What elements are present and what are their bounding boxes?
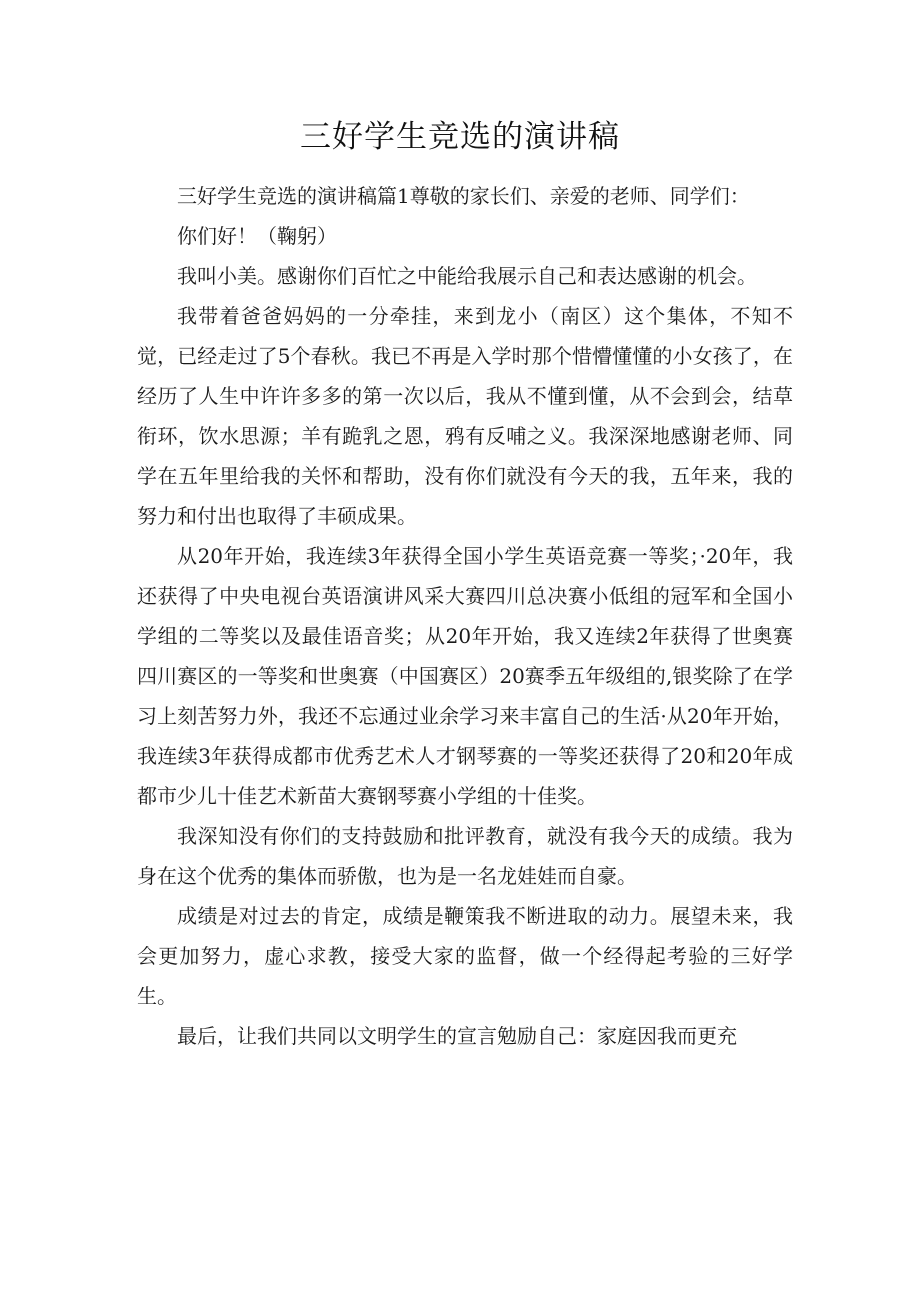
paragraph-closing: 最后，让我们共同以文明学生的宣言勉励自己：家庭因我而更充 — [177, 1024, 737, 1048]
paragraph-achievements: 从20年开始，我连续3年获得全国小学生英语竞赛一等奖；·20年，我还获得了中央电视台英语演讲风采大赛四川总决赛小低组的冠军和全国小学组的二等奖以及最佳语音奖；从20年开始，我又连续2年获得了世奥赛四川赛区的一等奖和世奥赛（中国赛区）20赛季五年级组的,银奖除了在学习上刻苦努力外，我还不忘通过业余学习来丰富自己的生活·从20年开始，我连续3年获得成都市优秀艺术人才钢琴赛的一等奖还获得了20和20年成都市少儿十佳艺术新苗大赛钢琴赛小学组的十佳奖。 — [137, 544, 793, 808]
paragraph-future: 成绩是对过去的肯定，成绩是鞭策我不断进取的动力。展望未来，我会更加努力，虚心求教，接受大家的监督，做一个经得起考验的三好学生。 — [137, 904, 793, 1008]
paragraph-opening: 三好学生竞选的演讲稿篇1尊敬的家长们、亲爱的老师、同学们： — [177, 184, 750, 208]
paragraph-introduction: 我叫小美。感谢你们百忙之中能给我展示自己和表达感谢的机会。 — [177, 264, 757, 288]
paragraph-greeting: 你们好！（鞠躬） — [177, 224, 337, 248]
paragraph-gratitude: 我深知没有你们的支持鼓励和批评教育，就没有我今天的成绩。我为身在这个优秀的集体而骄傲，也为是一名龙娃娃而自豪。 — [137, 824, 793, 888]
document-body — [137, 176, 793, 1056]
document-title: 三好学生竞选的演讲稿 — [300, 119, 620, 155]
paragraph-five-years: 我带着爸爸妈妈的一分牵挂，来到龙小（南区）这个集体，不知不觉，已经走过了5个春秋。我已不再是入学时那个惜懵懂懂的小女孩了，在经历了人生中许许多多的第一次以后，我从不懂到懂，从不会到会，结草衔环，饮水思源；羊有跪乳之恩，鸦有反哺之义。我深深地感谢老师、同学在五年里给我的关怀和帮助，没有你们就没有今天的我，五年来，我的努力和付出也取得了丰硕成果。 — [137, 304, 793, 528]
